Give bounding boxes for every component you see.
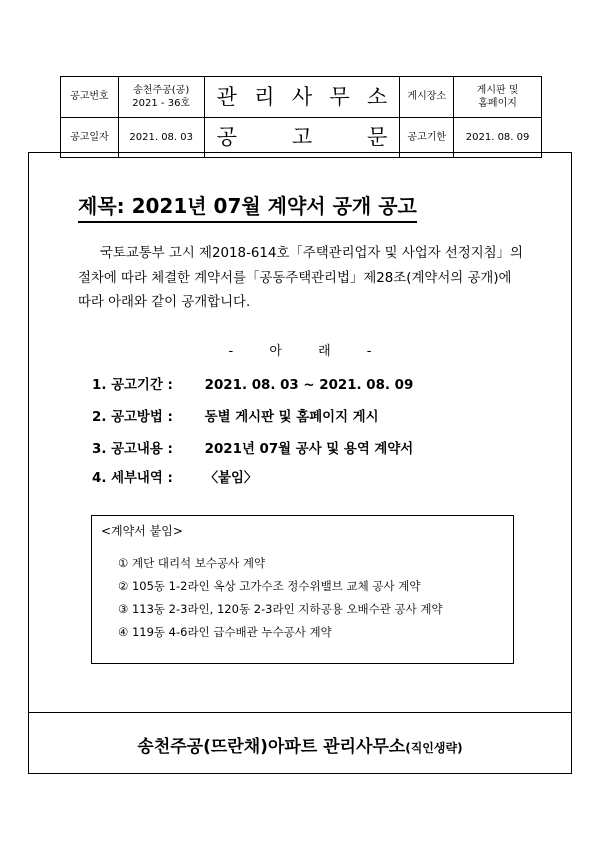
issuer-name: 송천주공(뜨란채)아파트 관리사무소 [137, 737, 406, 757]
notice-char: 공 [216, 125, 237, 150]
notice-period-label: 공고기한 [400, 118, 454, 158]
item-label: 3. 공고내용 : [92, 442, 173, 457]
item-content [92, 438, 413, 457]
posting-place-line-2: 홈페이지 [478, 98, 517, 109]
notice-date-label: 공고일자 [61, 118, 119, 158]
below-char: 아 [269, 344, 282, 359]
item-value: 2021. 08. 03 ~ 2021. 08. 09 [204, 378, 414, 393]
notice-date-value: 2021. 08. 03 [118, 118, 204, 158]
office-heading [204, 77, 400, 118]
item-value: 동별 게시판 및 홈페이지 게시 [204, 410, 379, 425]
notice-number-label: 공고번호 [61, 77, 119, 118]
footer-divider [28, 712, 572, 713]
below-dash: - [366, 344, 372, 359]
item-label: 4. 세부내역 : [92, 471, 173, 486]
item-method [92, 406, 379, 425]
item-value: 2021년 07월 공사 및 용역 계약서 [204, 442, 414, 457]
posting-place-value [454, 77, 542, 118]
notice-char: 고 [291, 125, 313, 150]
item-label: 2. 공고방법 : [92, 410, 173, 425]
below-heading [0, 340, 600, 359]
below-char: 래 [318, 344, 331, 359]
item-details [92, 467, 257, 486]
posting-place-line-1: 게시판 및 [476, 84, 519, 96]
posting-place-label: 게시장소 [400, 77, 454, 118]
below-dash: - [228, 344, 234, 359]
document-title: 제목: 2021년 07월 계약서 공개 공고 [78, 190, 417, 223]
issuer-line [0, 732, 600, 757]
attachment-entry: ② 105동 1-2라인 옥상 고가수조 정수위밸브 교체 공사 계약 [118, 579, 421, 593]
notice-char: 문 [367, 125, 388, 150]
seal-omitted-note: (직인생략) [405, 741, 463, 755]
attachment-entry: ④ 119동 4-6라인 급수배관 누수공사 계약 [118, 625, 332, 639]
item-value: 〈붙임〉 [204, 471, 258, 486]
office-char: 리 [254, 84, 275, 109]
office-char: 무 [329, 84, 350, 109]
office-char: 사 [291, 84, 313, 109]
notice-number-line-1: 송천주공(공) [133, 84, 190, 96]
attachment-entry: ① 계단 대리석 보수공사 계약 [118, 556, 266, 570]
notice-period-value: 2021. 08. 09 [454, 118, 542, 158]
notice-number-line-2: 2021 - 36호 [132, 98, 191, 109]
item-period [92, 374, 413, 393]
attachment-entry: ③ 113동 2-3라인, 120동 2-3라인 지하공용 오배수관 공사 계약 [118, 602, 443, 616]
body-paragraph: 국토교통부 고시 제2018-614호「주택관리업자 및 사업자 선정지침」의 절차에 따라 체결한 계약서를「공동주택관리법」제28조(계약서의 공개)에 따라 아래와 같이 공개합니다. [78, 246, 523, 310]
attachment-title: <계약서 붙임> [101, 524, 183, 538]
office-char: 관 [216, 84, 237, 109]
item-label: 1. 공고기간 : [92, 378, 173, 393]
office-char: 소 [367, 84, 388, 109]
notice-header-table [60, 76, 542, 158]
notice-number-value [118, 77, 204, 118]
